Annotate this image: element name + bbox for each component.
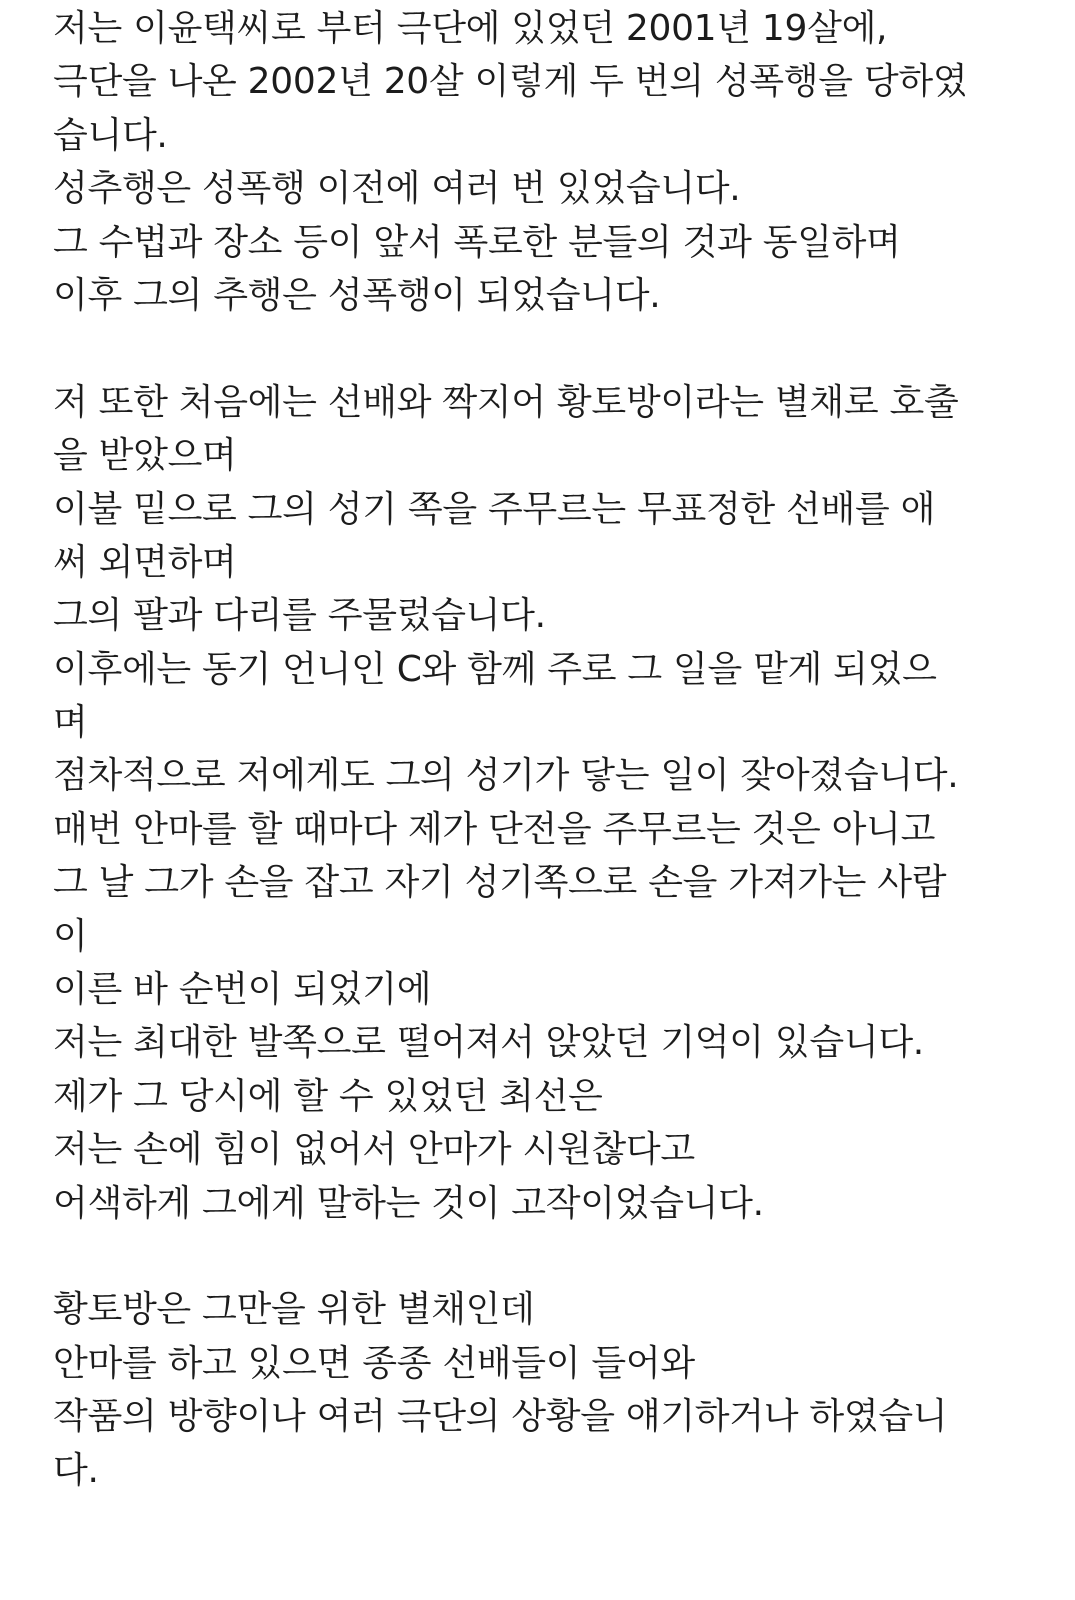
text-line: 다.: [53, 1449, 99, 1491]
text-line: 이후에는 동기 언니인 C와 함께 주로 그 일을 맡게 되었으: [53, 648, 937, 690]
text-line: 성추행은 성폭행 이전에 여러 번 있었습니다.: [53, 168, 741, 210]
text-line: 이른 바 순번이 되었기에: [53, 969, 432, 1011]
paragraph-3: [53, 1283, 1035, 1497]
text-line: 습니다.: [53, 114, 168, 156]
text-line: 저는 손에 힘이 없어서 안마가 시원찮다고: [53, 1129, 695, 1171]
text-line: 작품의 방향이나 여러 극단의 상황을 얘기하거나 하였습니: [53, 1396, 948, 1438]
text-line: 을 받았으며: [53, 435, 237, 477]
text-line: 안마를 하고 있으면 종종 선배들이 들어와: [53, 1342, 695, 1384]
text-line: 그의 팔과 다리를 주물렀습니다.: [53, 595, 546, 637]
text-line: 저는 이윤택씨로 부터 극단에 있었던 2001년 19살에,: [53, 8, 888, 49]
text-line: 저 또한 처음에는 선배와 짝지어 황토방이라는 별채로 호출: [53, 381, 959, 423]
paragraph-spacer: [53, 322, 1035, 375]
text-line: 며: [53, 702, 88, 744]
text-line: 제가 그 당시에 할 수 있었던 최선은: [53, 1075, 603, 1117]
text-line: 이: [53, 915, 88, 957]
text-line: 그 수법과 장소 등이 앞서 폭로한 분들의 것과 동일하며: [53, 221, 901, 263]
paragraph-2: [53, 376, 1035, 1230]
text-line: 매번 안마를 할 때마다 제가 단전을 주무르는 것은 아니고: [53, 808, 936, 850]
text-line: 써 외면하며: [53, 541, 237, 583]
text-line: 점차적으로 저에게도 그의 성기가 닿는 일이 잦아졌습니다.: [53, 755, 959, 797]
text-line: 극단을 나온 2002년 20살 이렇게 두 번의 성폭행을 당하였: [53, 61, 968, 103]
text-line: 그 날 그가 손을 잡고 자기 성기쪽으로 손을 가져가는 사람: [53, 862, 947, 904]
text-line: 저는 최대한 발쪽으로 떨어져서 앉았던 기억이 있습니다.: [53, 1022, 924, 1064]
paragraph-spacer: [53, 1230, 1035, 1283]
text-line: 어색하게 그에게 말하는 것이 고작이었습니다.: [53, 1182, 764, 1224]
paragraph-1: [53, 2, 1035, 322]
text-line: 이불 밑으로 그의 성기 쪽을 주무르는 무표정한 선배를 애: [53, 488, 936, 530]
text-line: 황토방은 그만을 위한 별채인데: [53, 1289, 535, 1331]
text-line: 이후 그의 추행은 성폭행이 되었습니다.: [53, 274, 661, 316]
